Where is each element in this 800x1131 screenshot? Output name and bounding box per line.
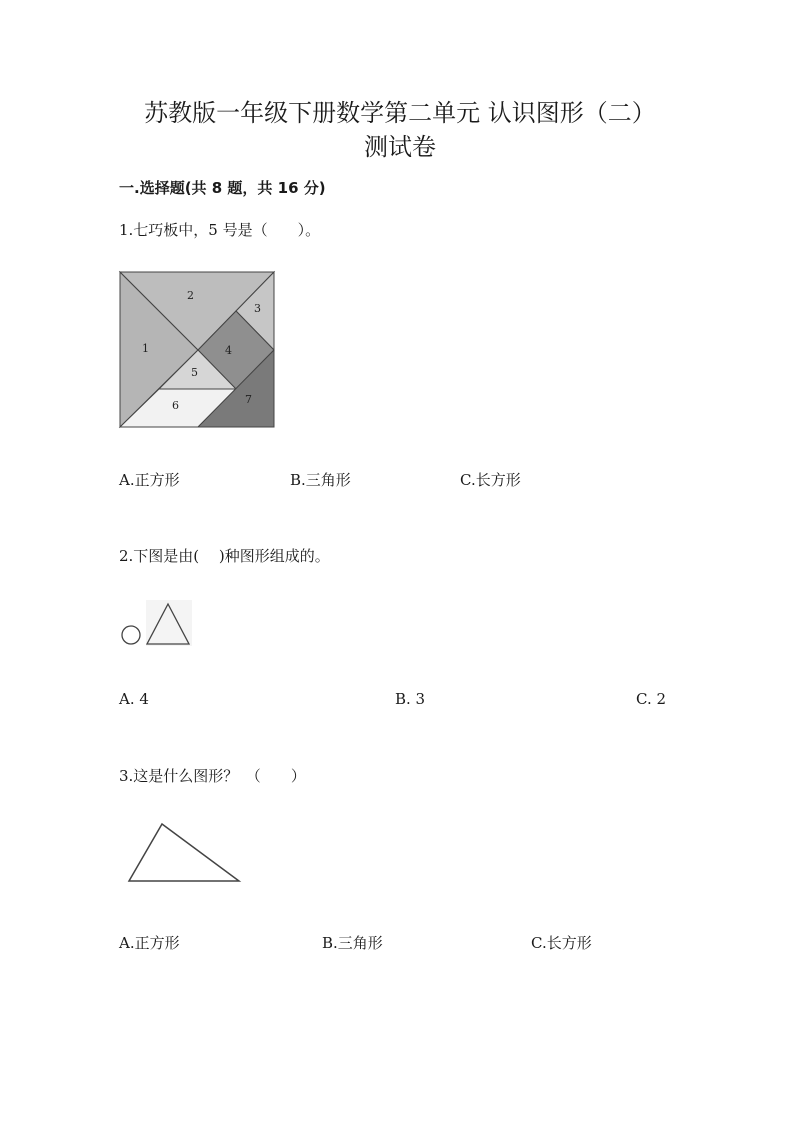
q3-option-b[interactable]: B.三角形: [322, 934, 383, 952]
question-3-text: 3.这是什么图形？ （ ）: [119, 767, 306, 785]
obtuse-triangle-figure: [126, 820, 244, 886]
q2-option-a[interactable]: A. 4: [119, 690, 149, 708]
obtuse-triangle-shape: [129, 824, 239, 881]
question-2-text: 2.下图是由( )种图形组成的。: [119, 547, 330, 565]
tangram-label-3: 3: [254, 302, 261, 315]
q1-option-a[interactable]: A.正方形: [119, 471, 180, 489]
tangram-label-5: 5: [191, 366, 198, 379]
q3-option-c[interactable]: C.长方形: [531, 934, 592, 952]
tangram-label-4: 4: [225, 344, 232, 357]
tangram-label-2: 2: [187, 289, 194, 302]
q2-option-b[interactable]: B. 3: [395, 690, 426, 708]
circle-shape: [122, 626, 140, 644]
tangram-figure: [118, 270, 278, 432]
q1-option-b[interactable]: B.三角形: [290, 471, 351, 489]
question-1-text: 1.七巧板中，5 号是（ ）。: [119, 221, 321, 239]
section-heading: 一.选择题(共 8 题，共 16 分): [119, 179, 326, 197]
tangram-label-1: 1: [142, 342, 149, 355]
circle-triangle-figure: [118, 598, 194, 648]
tangram-label-6: 6: [172, 399, 179, 412]
page-title: 苏教版一年级下册数学第二单元 认识图形（二）: [144, 99, 656, 127]
q1-option-c[interactable]: C.长方形: [460, 471, 521, 489]
tangram-label-7: 7: [245, 393, 252, 406]
page-title-line2: 测试卷: [364, 133, 436, 161]
q2-option-c[interactable]: C. 2: [636, 690, 667, 708]
q3-option-a[interactable]: A.正方形: [119, 934, 180, 952]
